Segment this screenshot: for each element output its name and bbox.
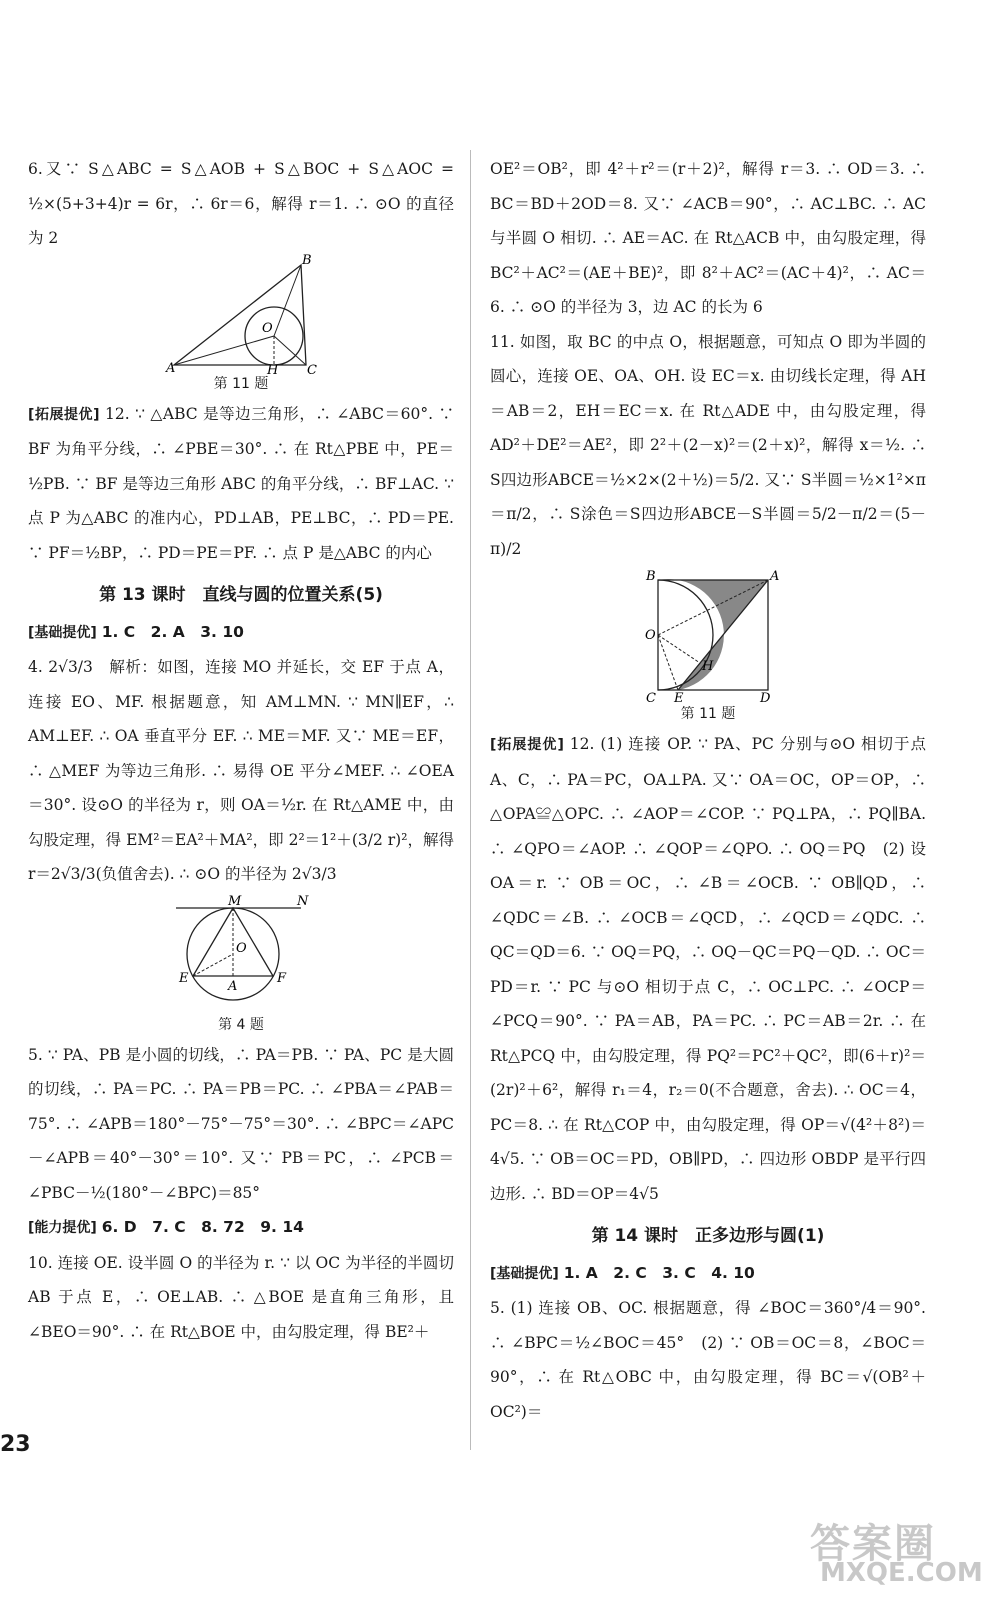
answer-5-right: 5. (1) 连接 OB、OC. 根据题意，得 ∠BOC＝360°/4＝90°. ∴ ∠BPC＝½∠BOC＝45° (2) ∵ OB＝OC＝8，∠BOC＝90°，∴ 在 Rt△OBC 中，由勾股定理，得 BC＝√(OB²＋OC²)＝ bbox=[490, 1299, 926, 1421]
answer-5: 5. ∵ PA、PB 是小圆的切线，∴ PA＝PB. ∵ PA、PC 是大圆的切线，∴ PA＝PC. ∴ PA＝PB＝PC. ∴ ∠PBA＝∠PAB＝75°. ∴ ∠APB＝180°－75°－75°＝30°. ∴ ∠BPC＝∠APC－∠APB＝40°－30°＝10°. 又∵ PB＝PC，∴ ∠PCB＝∠PBC－½(180°－∠BPC)＝85° bbox=[28, 1045, 454, 1202]
circle-equilateral-diagram bbox=[171, 893, 311, 1016]
figure-11-right bbox=[490, 570, 926, 723]
fig4-label-e: E bbox=[179, 970, 189, 986]
watermark-logo: 答案圈 bbox=[810, 1521, 936, 1567]
section-tag: [拓展提优] bbox=[490, 737, 564, 753]
column-divider bbox=[470, 150, 471, 1450]
fig11-label-b: B bbox=[302, 252, 312, 268]
section-tag: [拓展提优] bbox=[28, 406, 100, 423]
basic-answers-text: 1. C 2. A 3. 10 bbox=[101, 622, 244, 641]
figure-caption: 第 4 题 bbox=[218, 1016, 264, 1033]
fig11-label-a: A bbox=[166, 360, 176, 376]
fig4-label-o: O bbox=[236, 940, 247, 956]
lesson-13-title: 第 13 课时 直线与圆的位置关系(5) bbox=[99, 585, 383, 605]
basic-answers bbox=[28, 615, 454, 651]
fig11-label-o: O bbox=[262, 320, 273, 336]
fig11r-label-c: C bbox=[646, 691, 656, 706]
answer-6: 6.又∵ S△ABC = S△AOB + S△BOC + S△AOC = ½×(5+3+4)r = 6r，∴ 6r＝6，解得 r＝1. ∴ ⊙O 的直径为 2 bbox=[28, 160, 454, 247]
ability-answers-text: 6. D 7. C 8. 72 9. 14 bbox=[101, 1218, 304, 1236]
lesson-14-title: 第 14 课时 正多边形与圆(1) bbox=[591, 1226, 825, 1246]
extension-12-right-text: 12. (1) 连接 OP. ∵ PA、PC 分别与⊙O 相切于点 A、C，∴ PA＝PC，OA⊥PA. 又∵ OA＝OC，OP＝OP，∴ △OPA≌△OPC. ∴ ∠AOP＝∠COP. ∵ PQ⊥PA，∴ PQ∥BA. ∴ ∠QPO＝∠AOP. ∴ ∠QOP＝∠QPO. ∴ OQ＝PQ (2) 设 OA＝r. ∵ OB＝OC，∴ ∠B＝∠OCB. ∵ OB∥QD，∴ ∠QDC＝∠B. ∴ ∠OCB＝∠QCD，∴ ∠QCD＝∠QDC. ∴ QC＝QD＝6. ∵ OQ＝PQ，∴ OQ－QC＝PQ－QD. ∴ OC＝PD＝r. ∵ PC 与⊙O 相切于点 C，∴ OC⊥PC. ∴ ∠OCP＝∠PCQ＝90°. ∵ PA＝AB，PA＝PC. ∴ PC＝AB＝2r. ∴ 在 Rt△PCQ 中，由勾股定理，得 PQ²＝PC²＋QC²，即(6＋r)²＝(2r)²＋6²，解得 r₁＝4，r₂＝0(不合题意，舍去). ∴ OC＝4，PC＝8. ∴ 在 Rt△COP 中，由勾股定理，得 OP＝√(4²＋8²)＝4√5. ∵ OB＝OC＝PD，OB∥PD，∴ 四边形 OBDP 是平行四边形. ∴ BD＝OP＝4√5 bbox=[490, 735, 926, 1203]
section-tag: [基础提优] bbox=[28, 624, 97, 641]
square-semicircle-diagram bbox=[638, 570, 778, 705]
extension-12 bbox=[28, 397, 454, 571]
figure-4 bbox=[28, 893, 454, 1034]
left-column bbox=[28, 152, 454, 1349]
figure-caption: 第 11 题 bbox=[213, 375, 269, 392]
fig11-label-h: H bbox=[267, 362, 279, 378]
ability-answers bbox=[28, 1210, 454, 1246]
fig11r-label-h: H bbox=[702, 659, 714, 674]
answer-4: 4. 2√3/3 解析：如图，连接 MO 并延长，交 EF 于点 A，连接 EO、MF. 根据题意，知 AM⊥MN. ∵ MN∥EF，∴ AM⊥EF. ∴ OA 垂直平分 EF. ∴ ME＝MF. 又∵ ME＝EF，∴ △MEF 为等边三角形. ∴ 易得 OE 平分∠MEF. ∴ ∠OEA＝30°. 设⊙O 的半径为 r，则 OA＝½r. 在 Rt△AME 中，由勾股定理，得 EM²＝EA²＋MA²，即 2²＝1²＋(3/2 r)²，解得 r＝2√3/3(负值舍去). ∴ ⊙O 的半径为 2√3/3 bbox=[28, 658, 454, 883]
fig4-label-n: N bbox=[297, 893, 309, 909]
watermark-url: MXQE.COM bbox=[820, 1558, 983, 1588]
section-tag: [基础提优] bbox=[490, 1265, 559, 1282]
basic-answers-right bbox=[490, 1256, 926, 1292]
fig4-label-m: M bbox=[228, 893, 242, 909]
answer-10: 10. 连接 OE. 设半圆 O 的半径为 r. ∵ 以 OC 为半径的半圆切 AB 于点 E，∴ OE⊥AB. ∴ △BOE 是直角三角形，且 ∠BEO＝90°. ∴ 在 Rt△BOE 中，由勾股定理，得 BE²＋ bbox=[28, 1253, 454, 1341]
fig4-label-a: A bbox=[228, 978, 238, 994]
fig11r-label-b: B bbox=[646, 569, 656, 584]
fig11r-label-d: D bbox=[760, 691, 771, 706]
page-number: 23 bbox=[0, 1432, 31, 1457]
section-tag: [能力提优] bbox=[28, 1220, 97, 1236]
fig11r-label-a: A bbox=[770, 569, 780, 584]
triangle-incircle-diagram bbox=[166, 252, 317, 378]
extension-12-text: 12. ∵ △ABC 是等边三角形，∴ ∠ABC＝60°. ∵ BF 为角平分线，∴ ∠PBE＝30°. ∴ 在 Rt△PBE 中，PE＝½PB. ∵ BF 是等边三角形 ABC 的角平分线，∴ BF⊥AC. ∵ 点 P 为△ABC 的准内心，PD⊥AB，PE⊥BC，∴ PD＝PE. ∵ PF＝½BP，∴ PD＝PE＝PF. ∴ 点 P 是△ABC 的内心 bbox=[28, 404, 454, 562]
answer-11: 11. 如图，取 BC 的中点 O，根据题意，可知点 O 即为半圆的圆心，连接 OE、OA、OH. 设 EC＝x. 由切线长定理，得 AH＝AB＝2，EH＝EC＝x. 在 Rt△ADE 中，由勾股定理，得 AD²＋DE²＝AE²，即 2²＋(2－x)²＝(2＋x)²，解得 x＝½. ∴ S四边形ABCE＝½×2×(2＋½)＝5/2. 又∵ S半圆＝½×1²×π＝π/2，∴ S涂色＝S四边形ABCE－S半圆＝5/2－π/2＝(5－π)/2 bbox=[490, 332, 926, 558]
figure-11-left bbox=[28, 252, 454, 393]
fig11r-label-o: O bbox=[645, 628, 656, 643]
fig11r-label-e: E bbox=[674, 691, 684, 706]
figure-caption: 第 11 题 bbox=[680, 706, 736, 722]
fig4-label-f: F bbox=[277, 970, 287, 986]
extension-12-right bbox=[490, 727, 926, 1211]
answer-10-continued: OE²＝OB²，即 4²＋r²＝(r＋2)²，解得 r＝3. ∴ OD＝3. ∴ BC＝BD＋2OD＝8. 又∵ ∠ACB＝90°，∴ AC⊥BC. ∴ AC 与半圆 O 相切. ∴ AE＝AC. 在 Rt△ACB 中，由勾股定理，得 BC²＋AC²＝(AE＋BE)²，即 8²＋AC²＝(AC＋4)²，∴ AC＝6. ∴ ⊙O 的半径为 3，边 AC 的长为 6 bbox=[490, 160, 926, 316]
fig11-label-c: C bbox=[307, 362, 317, 378]
right-column bbox=[490, 152, 926, 1429]
basic-answers-right-text: 1. A 2. C 3. C 4. 10 bbox=[563, 1263, 755, 1282]
